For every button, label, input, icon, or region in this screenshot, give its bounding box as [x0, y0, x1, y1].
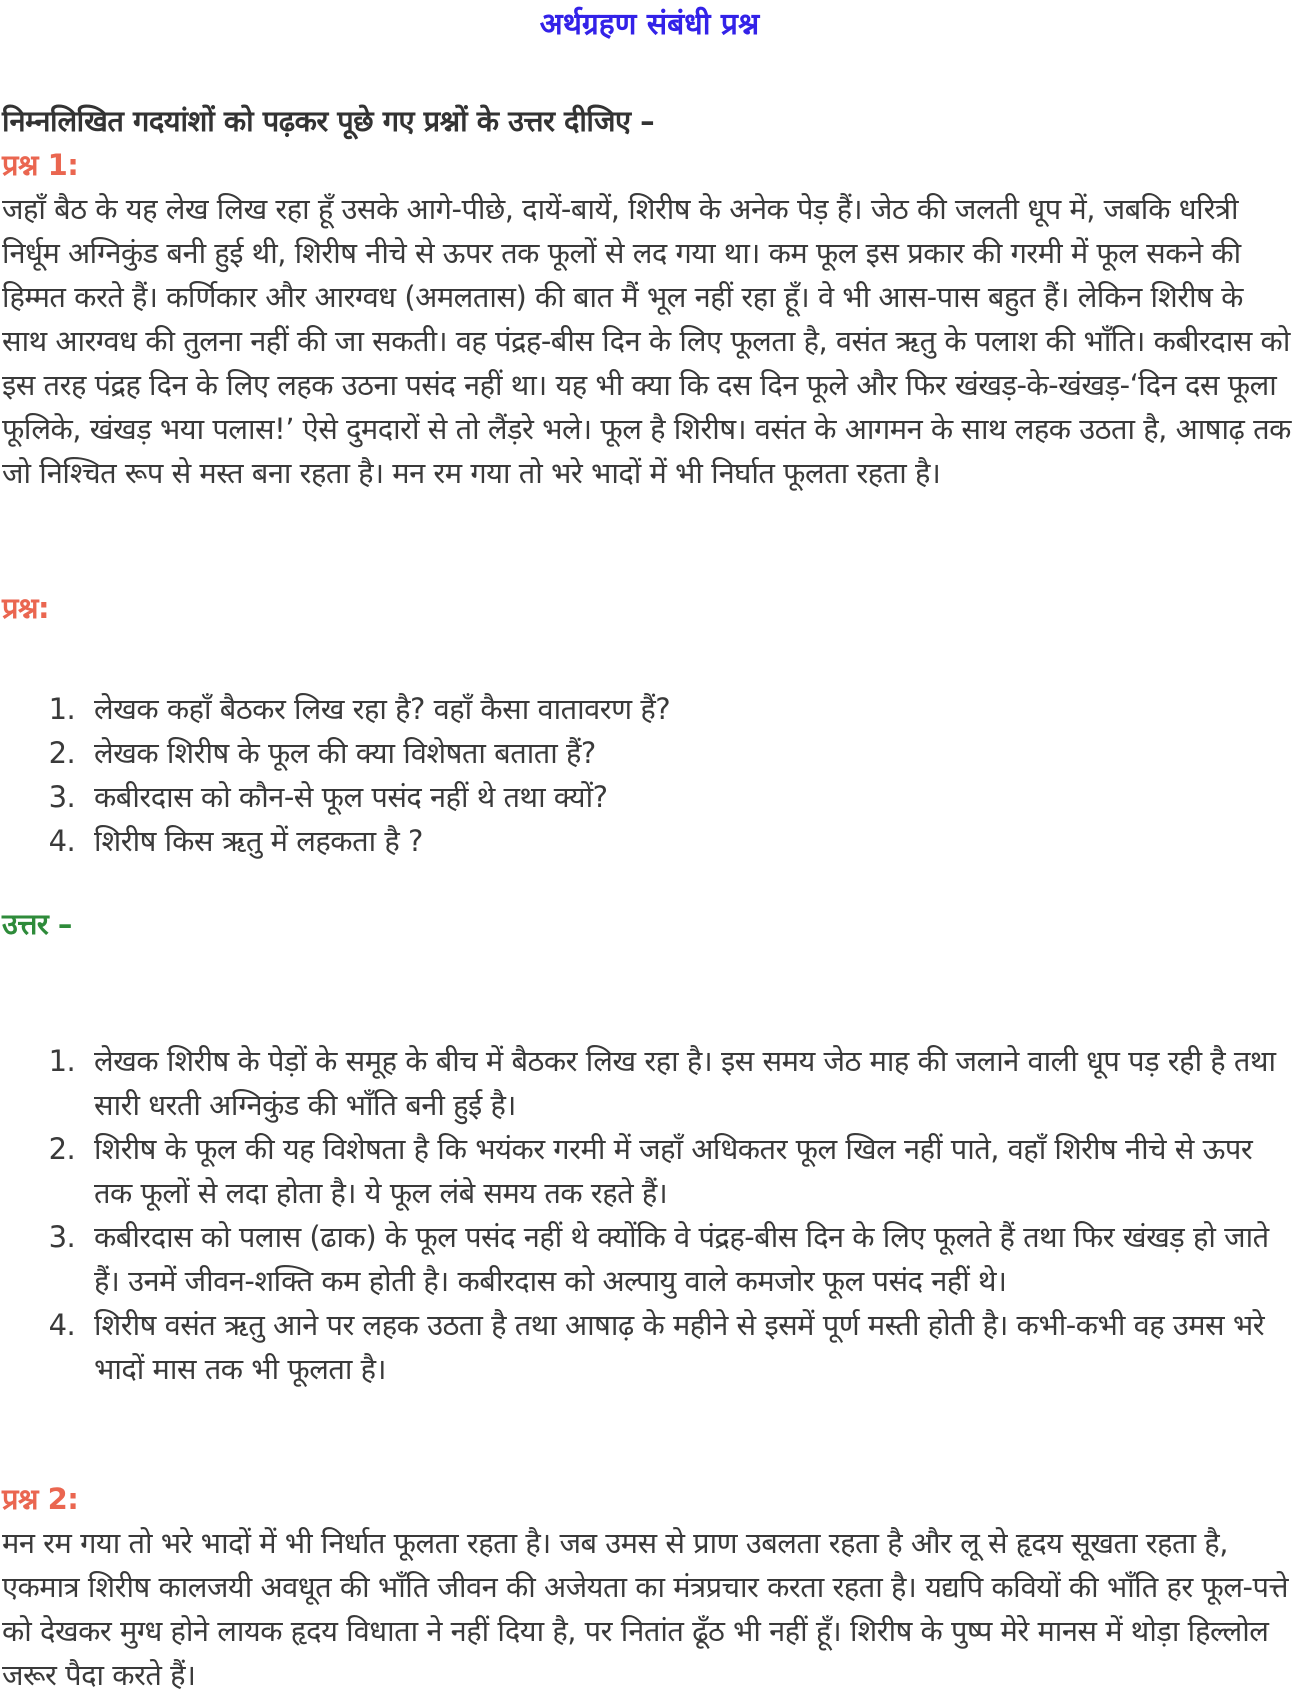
list-item: 1. लेखक कहाँ बैठकर लिख रहा है? वहाँ कैसा वातावरण हैं?	[84, 687, 1295, 731]
question-1-label: प्रश्न 1:	[2, 148, 79, 182]
list-item: 3. कबीरदास को कौन-से फूल पसंद नहीं थे तथा क्यों?	[84, 775, 1295, 819]
question-2-label: प्रश्न 2:	[2, 1482, 79, 1516]
list-item: 3. कबीरदास को पलास (ढाक) के फूल पसंद नहीं थे क्योंकि वे पंद्रह-बीस दिन के लिए फूलते हैं तथा फिर खंखड़ हो जाते हैं। उनमें जीवन-शक्ति कम होती है। कबीरदास को अल्पायु वाले कमजोर फूल पसंद नहीं थे।	[84, 1215, 1295, 1303]
list-item: 2. शिरीष के फूल की यह विशेषता है कि भयंकर गरमी में जहाँ अधिकतर फूल खिल नहीं पाते, वहाँ शिरीष नीचे से ऊपर तक फूलों से लदा होता है। ये फूल लंबे समय तक रहते हैं।	[84, 1127, 1295, 1215]
list-item: 4. शिरीष वसंत ऋतु आने पर लहक उठता है तथा आषाढ़ के महीने से इसमें पूर्ण मस्ती होती है। कभी-कभी वह उमस भरे भादों मास तक भी फूलता है।	[84, 1303, 1295, 1391]
questions-list	[2, 687, 1295, 863]
list-item: 1. लेखक शिरीष के पेड़ों के समूह के बीच में बैठकर लिख रहा है। इस समय जेठ माह की जलाने वाली धूप पड़ रही है तथा सारी धरती अग्निकुंड की भाँति बनी हुई है।	[84, 1039, 1295, 1127]
list-item: 4. शिरीष किस ऋतु में लहकता है ?	[84, 819, 1295, 863]
passage-1: जहाँ बैठ के यह लेख लिख रहा हूँ उसके आगे-पीछे, दायें-बायें, शिरीष के अनेक पेड़ हैं। जेठ की जलती धूप में, जबकि धरित्री निर्धूम अग्निकुंड बनी हुई थी, शिरीष नीचे से ऊपर तक फूलों से लद गया था। कम फूल इस प्रकार की गरमी में फूल सकने की हिम्मत करते हैं। कर्णिकार और आरग्वध (अमलतास) की बात मैं भूल नहीं रहा हूँ। वे भी आस-पास बहुत हैं। लेकिन शिरीष के साथ आरग्वध की तुलना नहीं की जा सकती। वह पंद्रह-बीस दिन के लिए फूलता है, वसंत ऋतु के पलाश की भाँति। कबीरदास को इस तरह पंद्रह दिन के लिए लहक उठना पसंद नहीं था। यह भी क्या कि दस दिन फूले और फिर खंखड़-के-खंखड़-‘दिन दस फूला फूलिके, खंखड़ भया पलास!’ ऐसे दुमदारों से तो लैंड़रे भले। फूल है शिरीष। वसंत के आगमन के साथ लहक उठता है, आषाढ़ तक जो निश्चित रूप से मस्त बना रहता है। मन रम गया तो भरे भादों में भी निर्घात फूलता रहता है।	[2, 192, 1291, 490]
answers-label: उत्तर –	[2, 907, 72, 941]
instruction-heading: निम्नलिखित गदयांशों को पढ़कर पूछे गए प्रश्नों के उत्तर दीजिए –	[2, 104, 655, 138]
page-title: अर्थग्रहण संबंधी प्रश्न	[539, 7, 760, 42]
passage-2: मन रम गया तो भरे भादों में भी निर्धात फूलता रहता है। जब उमस से प्राण उबलता रहता है और लू से हृदय सूखता रहता है, एकमात्र शिरीष कालजयी अवधूत की भाँति जीवन की अजेयता का मंत्रप्रचार करता रहता है। यद्यपि कवियों की भाँति हर फूल-पत्ते को देखकर मुग्ध होने लायक हृदय विधाता ने नहीं दिया है, पर नितांत ढूँठ भी नहीं हूँ। शिरीष के पुष्प मेरे मानस में थोड़ा हिल्लोल जरूर पैदा करते हैं।	[2, 1526, 1288, 1692]
answers-list	[2, 1039, 1295, 1391]
questions-label: प्रश्न:	[2, 591, 50, 625]
list-item: 2. लेखक शिरीष के फूल की क्या विशेषता बताता हैं?	[84, 731, 1295, 775]
